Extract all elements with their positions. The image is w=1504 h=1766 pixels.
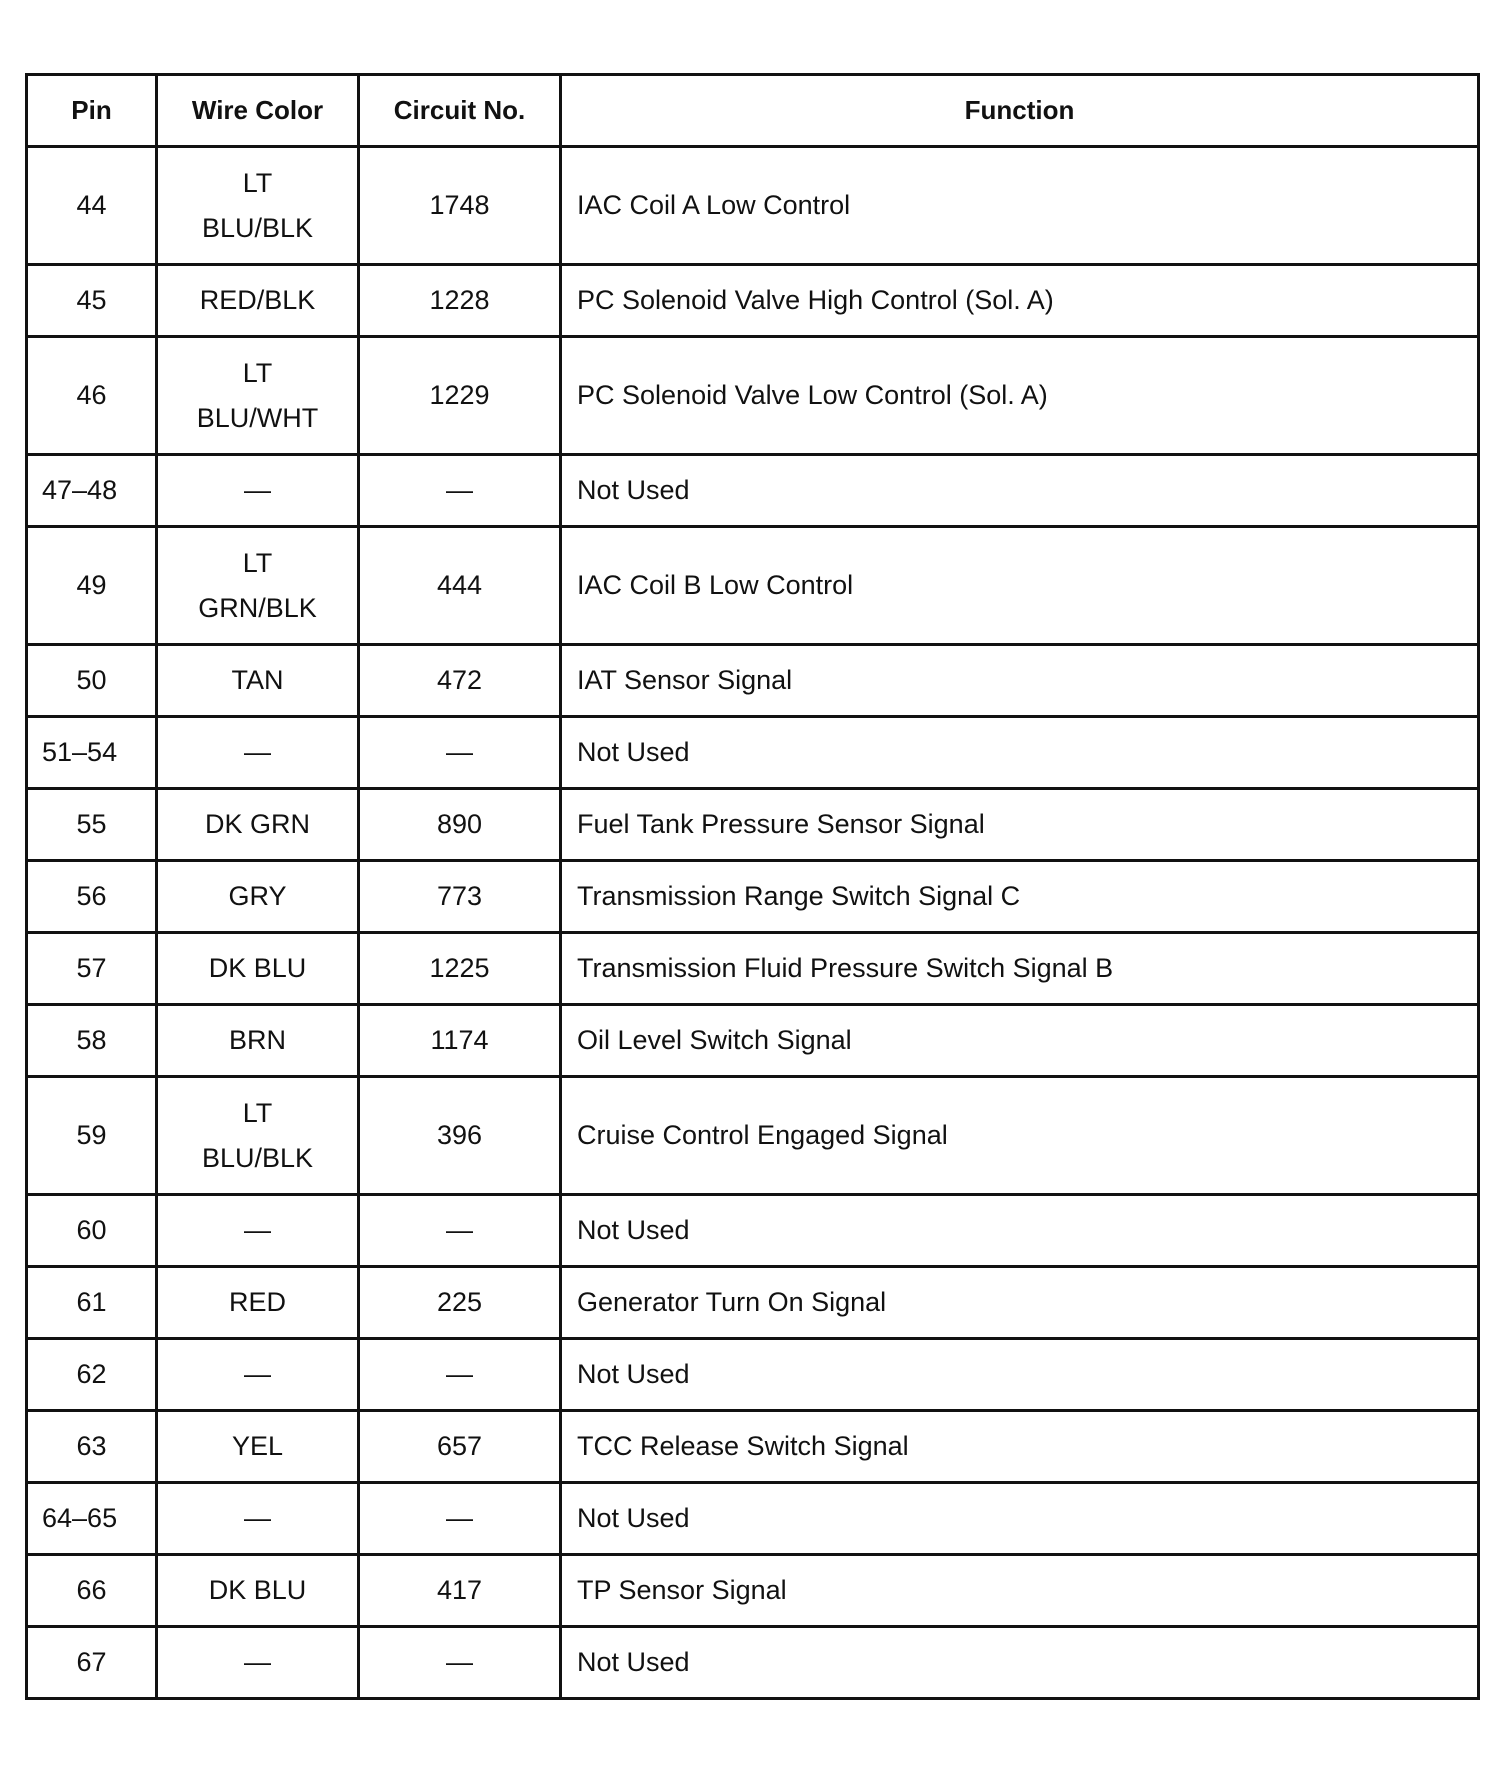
circuit-cell: 417 bbox=[359, 1555, 561, 1627]
wire-color-cell bbox=[157, 789, 359, 861]
wire-color-cell bbox=[157, 147, 359, 265]
pin-cell: 57 bbox=[27, 933, 157, 1005]
wire-color-text: LT GRN/BLK bbox=[198, 547, 317, 623]
wire-color-cell bbox=[157, 645, 359, 717]
pin-cell: 60 bbox=[27, 1195, 157, 1267]
wire-color-text: GRY bbox=[228, 881, 287, 911]
function-cell: IAT Sensor Signal bbox=[561, 645, 1479, 717]
circuit-cell: 1174 bbox=[359, 1005, 561, 1077]
circuit-cell: — bbox=[359, 1339, 561, 1411]
pin-cell: 56 bbox=[27, 861, 157, 933]
table-row bbox=[27, 789, 1479, 861]
pin-cell: 64–65 bbox=[27, 1483, 157, 1555]
pin-cell: 49 bbox=[27, 527, 157, 645]
header-pin: Pin bbox=[27, 75, 157, 147]
wire-color-cell bbox=[157, 455, 359, 527]
circuit-cell: 773 bbox=[359, 861, 561, 933]
pin-cell: 62 bbox=[27, 1339, 157, 1411]
function-cell: IAC Coil A Low Control bbox=[561, 147, 1479, 265]
circuit-cell: 1225 bbox=[359, 933, 561, 1005]
pin-cell: 44 bbox=[27, 147, 157, 265]
function-cell: Transmission Fluid Pressure Switch Signal B bbox=[561, 933, 1479, 1005]
wire-color-text: — bbox=[244, 1647, 271, 1677]
wire-color-text: YEL bbox=[231, 1431, 284, 1461]
table-row bbox=[27, 265, 1479, 337]
pin-cell: 58 bbox=[27, 1005, 157, 1077]
circuit-cell: — bbox=[359, 717, 561, 789]
wire-color-text: — bbox=[244, 475, 271, 505]
circuit-cell: 890 bbox=[359, 789, 561, 861]
function-cell: PC Solenoid Valve High Control (Sol. A) bbox=[561, 265, 1479, 337]
table-row bbox=[27, 1267, 1479, 1339]
circuit-cell: 444 bbox=[359, 527, 561, 645]
circuit-cell: 396 bbox=[359, 1077, 561, 1195]
table-header-row bbox=[27, 75, 1479, 147]
table-row bbox=[27, 861, 1479, 933]
circuit-cell: — bbox=[359, 1627, 561, 1699]
wire-color-text: RED/BLK bbox=[199, 285, 316, 315]
wire-color-text: RED bbox=[228, 1287, 286, 1317]
wire-color-cell bbox=[157, 1195, 359, 1267]
table-row bbox=[27, 527, 1479, 645]
wire-color-text: DK BLU bbox=[208, 1575, 307, 1605]
function-cell: IAC Coil B Low Control bbox=[561, 527, 1479, 645]
wire-color-cell bbox=[157, 861, 359, 933]
wire-color-cell bbox=[157, 1483, 359, 1555]
wire-color-cell bbox=[157, 265, 359, 337]
pin-function-table bbox=[25, 73, 1480, 1700]
function-cell: Not Used bbox=[561, 1195, 1479, 1267]
function-cell: Not Used bbox=[561, 455, 1479, 527]
wire-color-cell bbox=[157, 337, 359, 455]
header-circuit-no: Circuit No. bbox=[359, 75, 561, 147]
circuit-cell: — bbox=[359, 1483, 561, 1555]
wire-color-cell bbox=[157, 1005, 359, 1077]
table-row bbox=[27, 147, 1479, 265]
function-cell: Cruise Control Engaged Signal bbox=[561, 1077, 1479, 1195]
wire-color-text: BRN bbox=[228, 1025, 286, 1055]
function-cell: Not Used bbox=[561, 1627, 1479, 1699]
table-row bbox=[27, 1077, 1479, 1195]
function-cell: Not Used bbox=[561, 1483, 1479, 1555]
wire-color-cell bbox=[157, 717, 359, 789]
circuit-cell: 472 bbox=[359, 645, 561, 717]
circuit-cell: 1748 bbox=[359, 147, 561, 265]
table-row bbox=[27, 717, 1479, 789]
pin-cell: 47–48 bbox=[27, 455, 157, 527]
wire-color-cell bbox=[157, 933, 359, 1005]
header-function: Function bbox=[561, 75, 1479, 147]
function-cell: Not Used bbox=[561, 717, 1479, 789]
header-wire-color: Wire Color bbox=[157, 75, 359, 147]
wire-color-cell bbox=[157, 1267, 359, 1339]
pin-cell: 55 bbox=[27, 789, 157, 861]
wire-color-text: — bbox=[244, 1503, 271, 1533]
circuit-cell: — bbox=[359, 1195, 561, 1267]
function-cell: Generator Turn On Signal bbox=[561, 1267, 1479, 1339]
function-cell: Fuel Tank Pressure Sensor Signal bbox=[561, 789, 1479, 861]
pin-cell: 46 bbox=[27, 337, 157, 455]
circuit-cell: 1229 bbox=[359, 337, 561, 455]
wire-color-cell bbox=[157, 1077, 359, 1195]
wire-color-cell bbox=[157, 1411, 359, 1483]
function-cell: Transmission Range Switch Signal C bbox=[561, 861, 1479, 933]
table-row bbox=[27, 1411, 1479, 1483]
circuit-cell: — bbox=[359, 455, 561, 527]
function-cell: TCC Release Switch Signal bbox=[561, 1411, 1479, 1483]
table-row bbox=[27, 1195, 1479, 1267]
table-row bbox=[27, 1555, 1479, 1627]
circuit-cell: 657 bbox=[359, 1411, 561, 1483]
wire-color-cell bbox=[157, 1555, 359, 1627]
table-row bbox=[27, 337, 1479, 455]
function-cell: Not Used bbox=[561, 1339, 1479, 1411]
pin-cell: 63 bbox=[27, 1411, 157, 1483]
wire-color-cell bbox=[157, 1627, 359, 1699]
pin-cell: 66 bbox=[27, 1555, 157, 1627]
wire-color-cell bbox=[157, 1339, 359, 1411]
circuit-cell: 1228 bbox=[359, 265, 561, 337]
table-row bbox=[27, 645, 1479, 717]
pin-cell: 59 bbox=[27, 1077, 157, 1195]
table-row bbox=[27, 1627, 1479, 1699]
wire-color-text: DK GRN bbox=[204, 809, 310, 839]
wire-color-text: LT BLU/BLK bbox=[201, 167, 314, 243]
pin-cell: 50 bbox=[27, 645, 157, 717]
wire-color-text: — bbox=[244, 737, 271, 767]
pin-cell: 45 bbox=[27, 265, 157, 337]
wire-color-text: — bbox=[244, 1215, 271, 1245]
wire-color-text: LT BLU/WHT bbox=[196, 357, 319, 433]
wire-color-text: LT BLU/BLK bbox=[201, 1097, 314, 1173]
table-row bbox=[27, 1339, 1479, 1411]
table-row bbox=[27, 455, 1479, 527]
function-cell: Oil Level Switch Signal bbox=[561, 1005, 1479, 1077]
pin-cell: 51–54 bbox=[27, 717, 157, 789]
wire-color-text: DK BLU bbox=[208, 953, 307, 983]
table-row bbox=[27, 1483, 1479, 1555]
circuit-cell: 225 bbox=[359, 1267, 561, 1339]
wire-color-text: — bbox=[244, 1359, 271, 1389]
table-row bbox=[27, 933, 1479, 1005]
wire-color-text: TAN bbox=[231, 665, 284, 695]
function-cell: TP Sensor Signal bbox=[561, 1555, 1479, 1627]
wire-color-cell bbox=[157, 527, 359, 645]
pin-cell: 67 bbox=[27, 1627, 157, 1699]
table-row bbox=[27, 1005, 1479, 1077]
function-cell: PC Solenoid Valve Low Control (Sol. A) bbox=[561, 337, 1479, 455]
pin-cell: 61 bbox=[27, 1267, 157, 1339]
